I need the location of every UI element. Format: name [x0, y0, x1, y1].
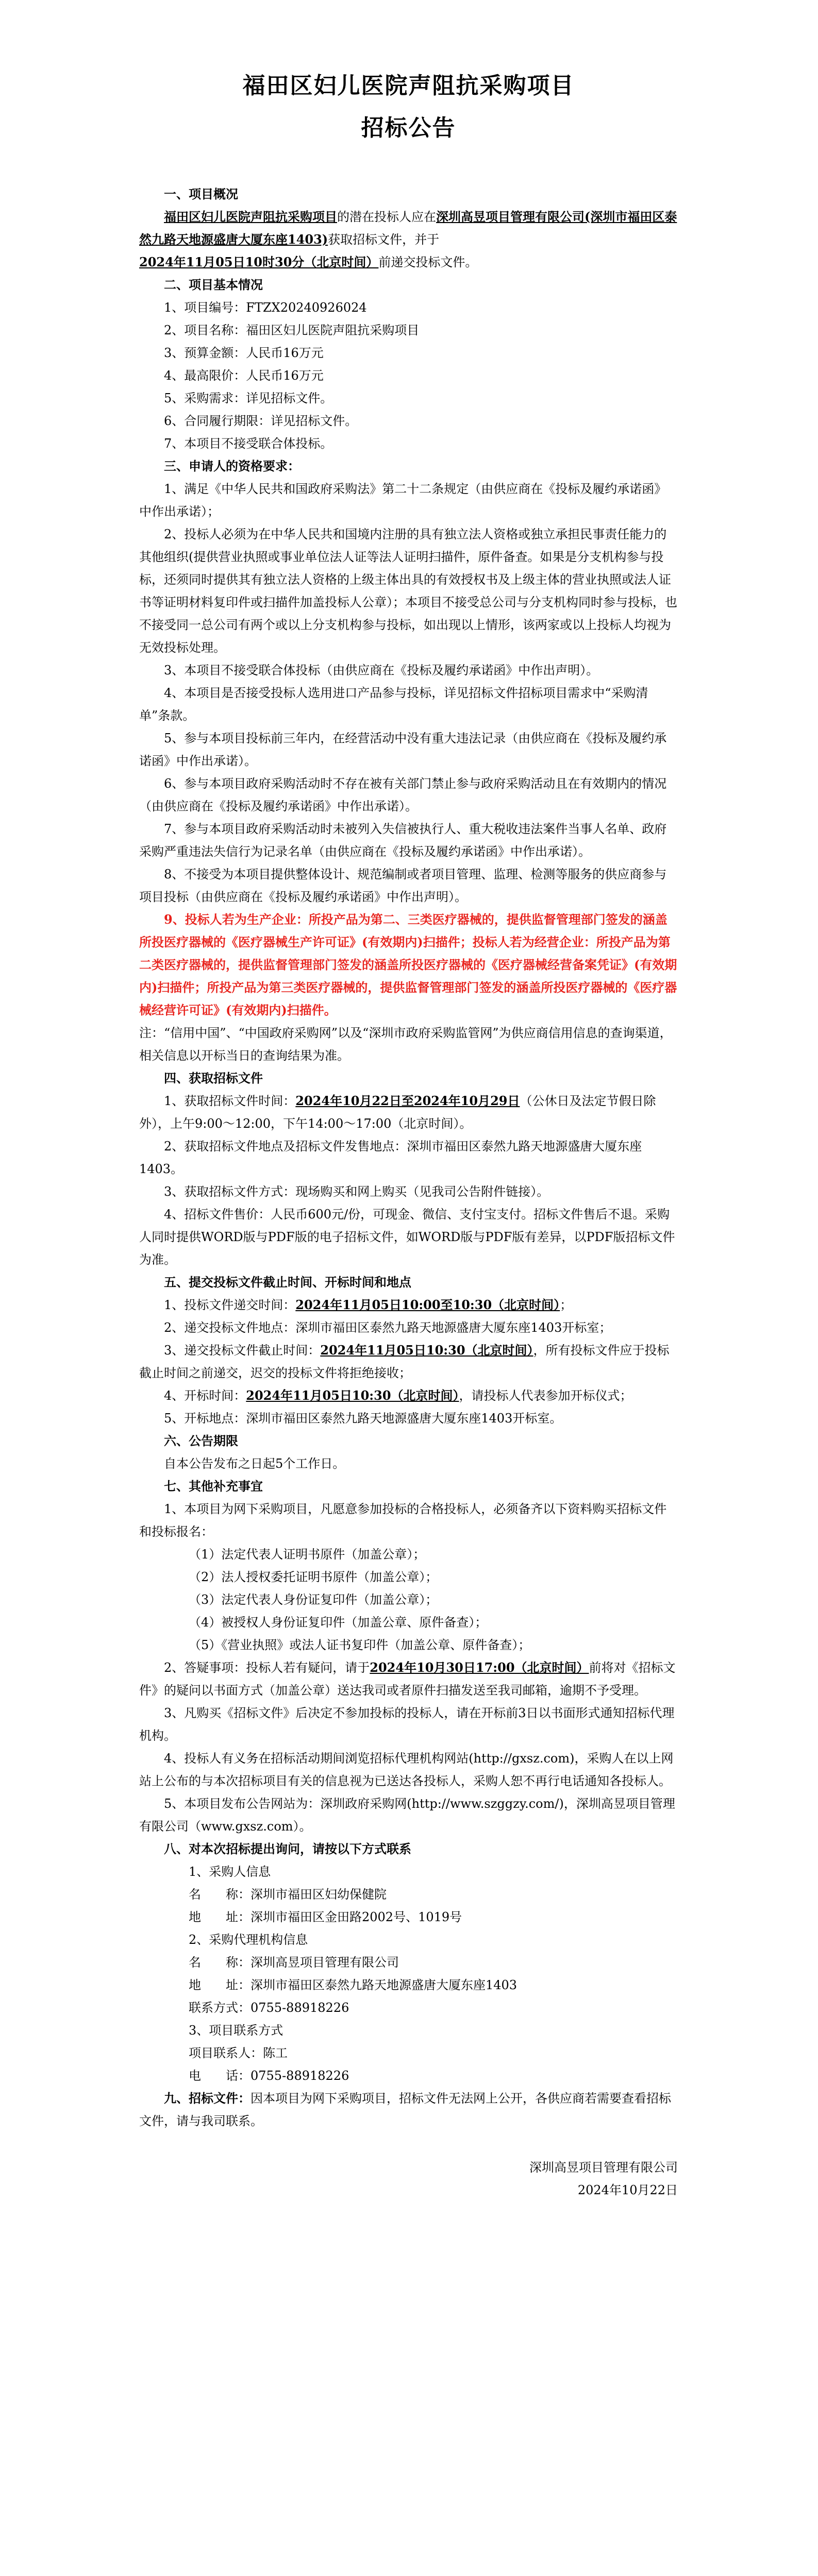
basic-info-item: 3、预算金额：人民币16万元 — [164, 346, 324, 360]
text-run: 前递交投标文件。 — [378, 255, 478, 269]
text-run: ，请投标人代表参加开标仪式； — [459, 1388, 632, 1403]
clarification-item — [139, 1656, 678, 1702]
required-document-item: （1）法定代表人证明书原件（加盖公章）； — [189, 1547, 426, 1562]
qualification-item: 3、本项目不接受联合体投标（由供应商在《投标及履约承诺函》中作出声明）。 — [164, 663, 599, 677]
text-run: 1、获取招标文件时间： — [164, 1094, 296, 1108]
document-subtitle: 招标公告 — [361, 115, 456, 141]
announcement-body — [139, 183, 678, 2201]
text-run: ，所有投标文件应于投标截止时间之前递交，迟交的投标文件将拒绝接收； — [139, 1343, 670, 1380]
submission-time — [139, 1294, 678, 1316]
text-run: 的潜在投标人应在 — [337, 210, 436, 224]
obtain-info-list — [139, 1135, 678, 1271]
supplementary-list — [139, 1702, 678, 1838]
qualification-item: 2、投标人必须为在中华人民共和国境内注册的具有独立法人资格或独立承担民事责任能力的其他组织(提供营业执照或事业单位法人证等法人证明扫描件，原件备查。如果是分支机构参与投标，还须同时提供其有独立法人资格的上级主体出具的有效授权书及上级主体的营业执照或法人证书等证明材料复印件或扫描件加盖投标人公章）；本项目不接受总公司与分支机构同时参与投标，也不接受同一总公司有两个或以上分支机构参与投标，如出现以上情形，该两家或以上投标人均视为无效投标处理。 — [139, 527, 677, 655]
section-heading-contact: 八、对本次招标提出询问，请按以下方式联系 — [164, 1841, 411, 1856]
purchaser-heading: 1、采购人信息 — [189, 1865, 271, 1879]
supplementary-item: 4、投标人有义务在招标活动期间浏览招标代理机构网站(http://gxsz.com)，采购人在以上网站上公布的与本次招标项目有关的信息视为已送达各投标人，采购人恕不再行电话通知各投标人。 — [139, 1751, 674, 1788]
required-document-item: （3）法定代表人身份证复印件（加盖公章）； — [189, 1592, 438, 1607]
text-run: 获取招标文件，并于 — [328, 232, 440, 247]
section-heading-overview: 一、项目概况 — [164, 187, 238, 201]
emphasized-text: 2024年11月05日10:30（北京时间） — [320, 1343, 533, 1358]
agency-phone: 联系方式：0755-88918226 — [189, 2001, 349, 2015]
qualification-item: 5、参与本项目投标前三年内，在经营活动中没有重大违法记录（由供应商在《投标及履约承诺函》中作出承诺）。 — [139, 731, 667, 768]
section-heading-supplementary: 七、其他补充事宜 — [164, 1479, 263, 1494]
tender-documents-label: 九、招标文件： — [164, 2091, 251, 2106]
opening-location: 5、开标地点：深圳市福田区泰然九路天地源盛唐大厦东座1403开标室。 — [164, 1411, 562, 1426]
basic-info-list — [139, 296, 678, 455]
text-run: 3、递交投标文件截止时间： — [164, 1343, 321, 1358]
overview-paragraph — [139, 206, 678, 274]
qualification-item: 7、参与本项目政府采购活动时未被列入失信被执行人、重大税收违法案件当事人名单、政府采购严重违法失信行为记录名单（由供应商在《投标及履约承诺函》中作出承诺）。 — [139, 822, 667, 859]
tender-documents-text: 因本项目为网下采购项目，招标文件无法网上公开，各供应商若需要查看招标文件，请与我司联系。 — [139, 2091, 671, 2128]
supplementary-item: 3、凡购买《招标文件》后决定不参加投标的投标人，请在开标前3日以书面形式通知招标代理机构。 — [139, 1706, 675, 1743]
document-title: 福田区妇儿医院声阻抗采购项目 — [242, 73, 575, 99]
required-document-item: （4）被授权人身份证复印件（加盖公章、原件备查）； — [189, 1615, 488, 1630]
announcement-period-text: 自本公告发布之日起5个工作日。 — [164, 1456, 345, 1471]
purchaser-name: 名 称：深圳市福田区妇幼保健院 — [189, 1887, 387, 1902]
basic-info-item: 1、项目编号：FTZX20240926024 — [164, 300, 367, 315]
required-document-item: （5）《营业执照》或法人证书复印件（加盖公章、原件备查）； — [189, 1638, 531, 1652]
section-heading-qualifications: 三、申请人的资格要求： — [164, 459, 300, 473]
qualification-item: 4、本项目是否接受投标人选用进口产品参与投标，详见招标文件招标项目需求中“采购清单”条款。 — [139, 686, 648, 723]
required-document-item: （2）法人授权委托证明书原件（加盖公章）； — [189, 1570, 438, 1584]
text-run: 4、开标时间： — [164, 1388, 246, 1403]
obtain-time — [139, 1090, 678, 1135]
emphasized-text: 2024年10月30日17:00（北京时间） — [370, 1660, 589, 1675]
submission-deadline — [139, 1339, 678, 1384]
opening-time — [139, 1384, 678, 1407]
agency-heading: 2、采购代理机构信息 — [189, 1933, 308, 1947]
basic-info-item: 5、采购需求：详见招标文件。 — [164, 391, 333, 405]
text-run: （公休日及法定节假日除外），上午9:00～12:00，下午14:00～17:00（北京时间）。 — [139, 1094, 656, 1131]
contact-heading: 3、项目联系方式 — [189, 2023, 283, 2038]
basic-info-item: 4、最高限价：人民币16万元 — [164, 368, 324, 383]
obtain-info-item: 3、获取招标文件方式：现场购买和网上购买（见我司公告附件链接）。 — [164, 1184, 549, 1199]
emphasized-text: 2024年11月05日10时30分（北京时间） — [139, 255, 379, 269]
emphasized-text: 2024年10月22日至2024年10月29日 — [295, 1093, 520, 1108]
tender-documents-note — [139, 2087, 678, 2132]
qualification-item: 6、参与本项目政府采购活动时不存在被有关部门禁止参与政府采购活动且在有效期内的情况（由供应商在《投标及履约承诺函》中作出承诺）。 — [139, 776, 667, 814]
purchaser-address: 地 址：深圳市福田区金田路2002号、1019号 — [189, 1910, 462, 1924]
emphasized-text: 福田区妇儿医院声阻抗采购项目 — [164, 209, 337, 224]
qualification-item: 1、满足《中华人民共和国政府采购法》第二十二条规定（由供应商在《投标及履约承诺函》中作出承诺）； — [139, 482, 667, 519]
section-heading-submission: 五、提交投标文件截止时间、开标时间和地点 — [164, 1275, 411, 1290]
section-heading-obtain-documents: 四、获取招标文件 — [164, 1071, 263, 1086]
section-heading-basic-info: 二、项目基本情况 — [164, 277, 263, 292]
submission-location: 2、递交投标文件地点：深圳市福田区泰然九路天地源盛唐大厦东座1403开标室； — [164, 1320, 612, 1335]
text-run: ； — [560, 1298, 573, 1312]
qualification-item: 8、不接受为本项目提供整体设计、规范编制或者项目管理、监理、检测等服务的供应商参与项目投标（由供应商在《投标及履约承诺函》中作出声明）。 — [139, 867, 667, 904]
obtain-info-item: 4、招标文件售价：人民币600元/份，可现金、微信、支付宝支付。招标文件售后不退。采购人同时提供WORD版与PDF版的电子招标文件，如WORD版与PDF版有差异，以PDF版招标文件为准。 — [139, 1207, 675, 1267]
qualifications-list — [139, 478, 678, 908]
signature-date: 2024年10月22日 — [577, 2183, 678, 2197]
signature-company: 深圳高昱项目管理有限公司 — [529, 2160, 678, 2175]
agency-address: 地 址：深圳市福田区泰然九路天地源盛唐大厦东座1403 — [189, 1978, 517, 1992]
supplementary-item-1: 1、本项目为网下采购项目，凡愿意参加投标的合格投标人，必须备齐以下资料购买招标文件和投标报名： — [139, 1502, 667, 1539]
emphasized-text: 深圳高昱项目管理有限公司(深圳市福田区泰然九路天地源盛唐大厦东座1403) — [139, 209, 677, 247]
text-run: 2、答疑事项：投标人若有疑问，请于 — [164, 1660, 370, 1675]
basic-info-item: 7、本项目不接受联合体投标。 — [164, 436, 333, 451]
emphasized-text: 2024年11月05日10:00至10:30（北京时间） — [295, 1297, 560, 1312]
supplementary-item: 5、本项目发布公告网站为：深圳政府采购网(http://www.szggzy.com/)，深圳高昱项目管理有限公司（www.gxsz.com）。 — [139, 1797, 675, 1834]
announcement-page — [139, 0, 678, 2197]
text-run: 1、投标文件递交时间： — [164, 1298, 296, 1312]
basic-info-item: 6、合同履行期限：详见招标文件。 — [164, 414, 358, 428]
section-heading-announcement-period: 六、公告期限 — [164, 1433, 238, 1448]
obtain-info-item: 2、获取招标文件地点及招标文件发售地点：深圳市福田区泰然九路天地源盛唐大厦东座1403。 — [139, 1139, 642, 1176]
basic-info-item: 2、项目名称：福田区妇儿医院声阻抗采购项目 — [164, 323, 420, 337]
agency-name: 名 称：深圳高昱项目管理有限公司 — [189, 1955, 399, 1970]
emphasized-text: 2024年11月05日10:30（北京时间） — [246, 1388, 459, 1403]
credit-note: 注：“信用中国”、“中国政府采购网”以及“深圳市政府采购监管网”为供应商信用信息的查询渠道，相关信息以开标当日的查询结果为准。 — [139, 1026, 672, 1063]
contact-person: 项目联系人：陈工 — [189, 2046, 288, 2060]
required-documents-list — [139, 1543, 678, 1656]
contact-phone: 电 话：0755-88918226 — [189, 2069, 349, 2083]
qualification-item-medical-device: 9、投标人若为生产企业：所投产品为第二、三类医疗器械的，提供监督管理部门签发的涵盖所投医疗器械的《医疗器械生产许可证》(有效期内)扫描件；投标人若为经营企业：所投产品为第二类医疗器械的，提供监督管理部门签发的涵盖所投医疗器械的《医疗器械经营备案凭证》(有效期内)扫描件；所投产品为第三类医疗器械的，提供监督管理部门签发的涵盖所投医疗器械的《医疗器械经营许可证》(有效期内)扫描件。 — [139, 912, 677, 1018]
text-run: 前将对《招标文件》的疑问以书面方式（加盖公章）送达我司或者原件扫描发送至我司邮箱，逾期不予受理。 — [139, 1660, 676, 1698]
